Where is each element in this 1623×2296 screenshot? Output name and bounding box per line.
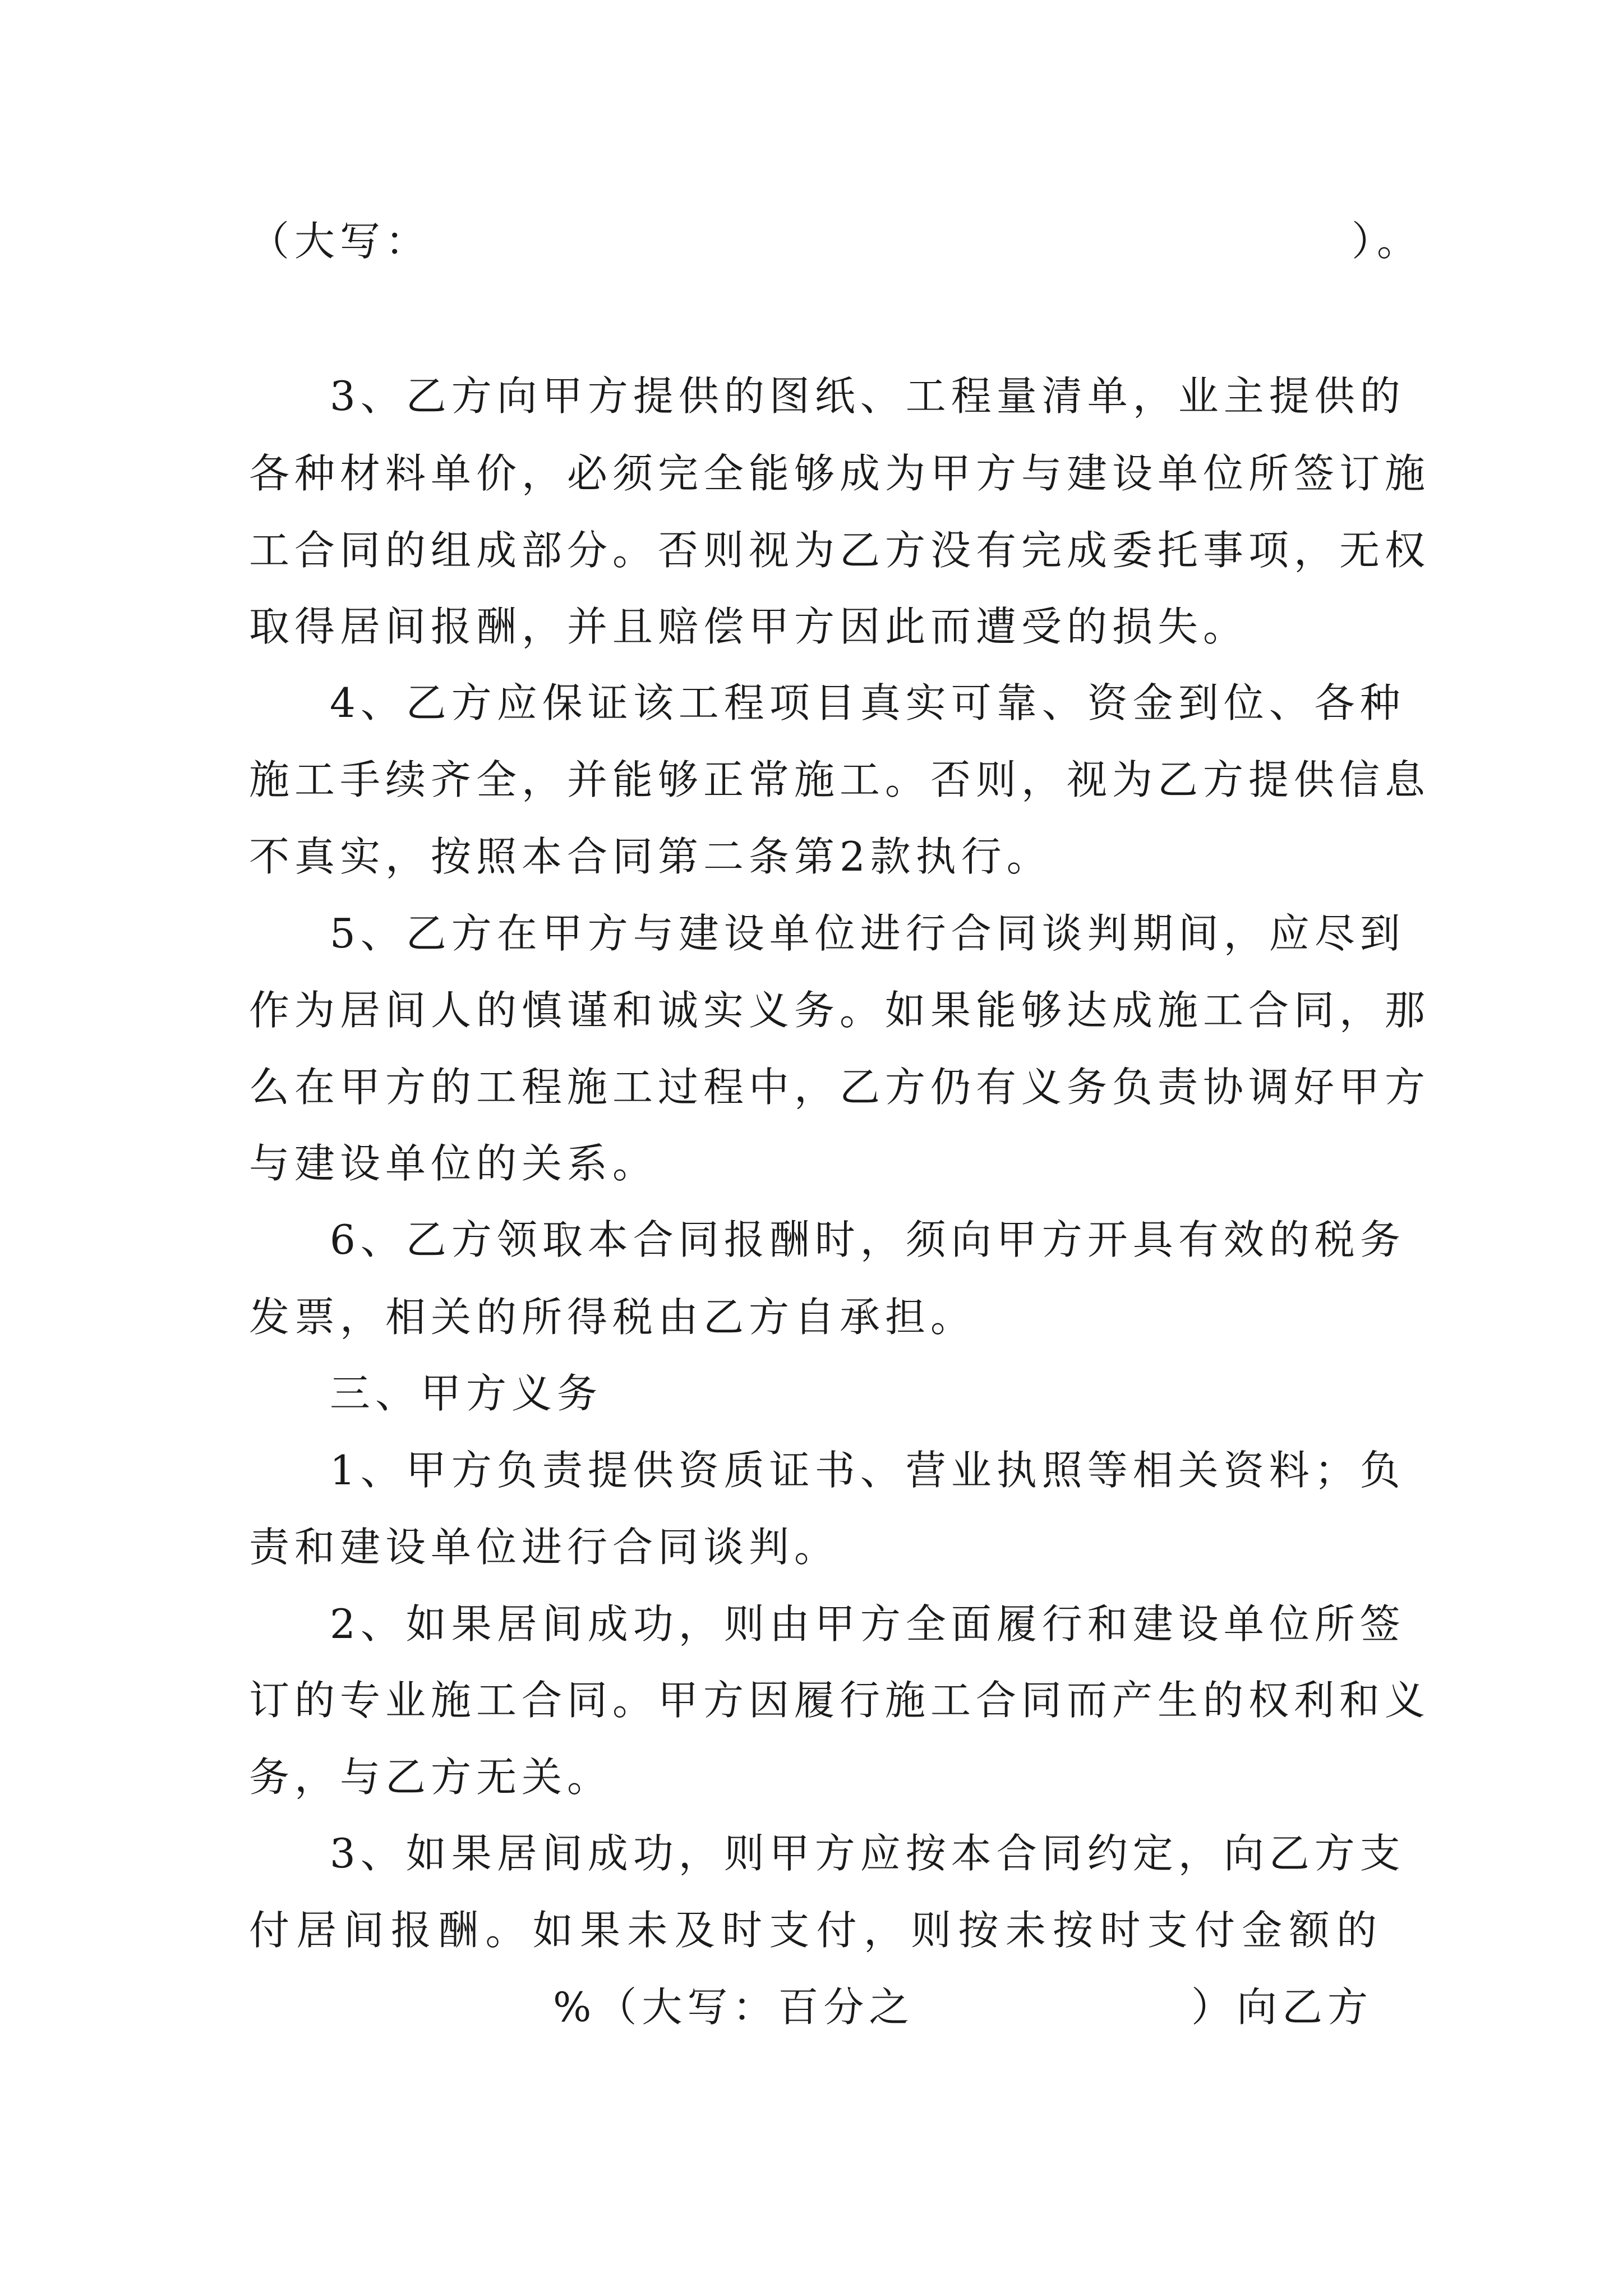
penalty-line	[249, 1973, 1382, 2041]
text-line: 6、乙方领取本合同报酬时，须向甲方开具有效的税务	[330, 1216, 1405, 1263]
amount-line	[249, 208, 1423, 275]
text-line: 责和建设单位进行合同谈判。	[249, 1524, 840, 1571]
text-line: 2、如果居间成功，则由甲方全面履行和建设单位所签	[330, 1600, 1405, 1648]
text-line: 发票，相关的所得税由乙方自承担。	[249, 1294, 976, 1341]
text-line: 付居间报酬。如果未及时支付，则按未按时支付金额的	[249, 1907, 1382, 1954]
text-line: 与建设单位的关系。	[249, 1140, 658, 1187]
amount-close: ）。	[1352, 218, 1423, 265]
text-line: 取得居间报酬，并且赔偿甲方因此而遭受的损失。	[249, 603, 1249, 650]
text-line: 作为居间人的慎谨和诚实义务。如果能够达成施工合同，那	[249, 987, 1431, 1034]
penalty-percent: %（大写：百分之	[553, 1984, 915, 2031]
text-line: 务，与乙方无关。	[249, 1754, 613, 1801]
text-line: 各种材料单价，必须完全能够成为甲方与建设单位所签订施	[249, 450, 1431, 497]
text-line: 4、乙方应保证该工程项目真实可靠、资金到位、各种	[330, 679, 1405, 726]
amount-open: （大写：	[249, 218, 431, 265]
text-line: 工合同的组成部分。否则视为乙方没有完成委托事项，无权	[249, 527, 1431, 574]
text-line: 施工手续齐全，并能够正常施工。否则，视为乙方提供信息	[249, 756, 1431, 803]
text-line: 不真实，按照本合同第二条第2款执行。	[249, 833, 1052, 880]
penalty-tail: ）向乙方	[1191, 1984, 1373, 2031]
text-line: 3、如果居间成功，则甲方应按本合同约定，向乙方支	[330, 1830, 1405, 1877]
text-line: 5、乙方在甲方与建设单位进行合同谈判期间，应尽到	[330, 910, 1405, 957]
text-line: 3、乙方向甲方提供的图纸、工程量清单，业主提供的	[330, 372, 1405, 420]
text-line: 1、甲方负责提供资质证书、营业执照等相关资料；负	[330, 1447, 1405, 1494]
text-line: 订的专业施工合同。甲方因履行施工合同而产生的权利和义	[249, 1677, 1431, 1724]
section-heading: 三、甲方义务	[330, 1370, 603, 1417]
text-line: 么在甲方的工程施工过程中，乙方仍有义务负责协调好甲方	[249, 1064, 1431, 1111]
